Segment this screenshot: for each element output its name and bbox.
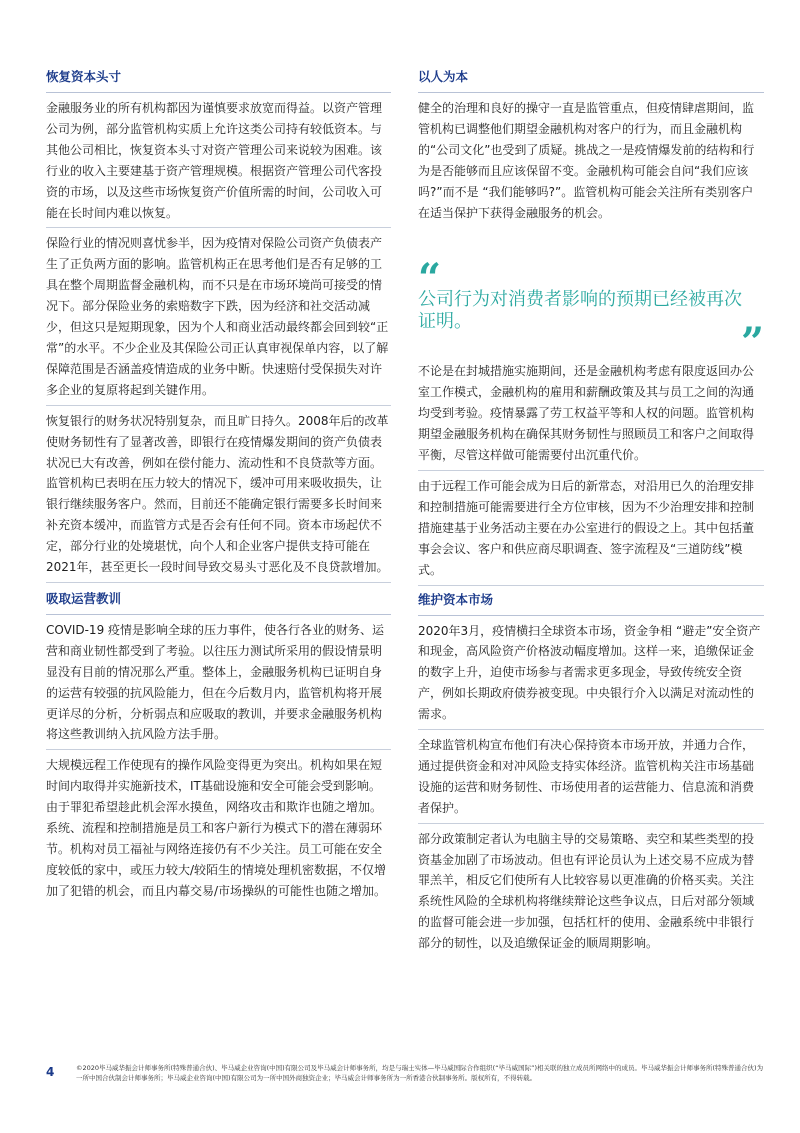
left-column xyxy=(46,68,391,911)
paragraph: 不论是在封城措施实施期间，还是金融机构考虑有限度返回办公室工作模式，金融机构的雇用和薪酬政策及其与员工之间的沟通均受到考验。疫情暴露了劳工权益平等和人权的问题。监管机构期望金融服务机构在确保其财务韧性与照顾员工和客户之间取得平衡，尽管这样做可能需要付出沉重代价。 xyxy=(418,361,764,471)
section-heading-operational-lessons: 吸取运营教训 xyxy=(46,590,391,615)
paragraph: COVID-19 疫情是影响全球的压力事件，使各行各业的财务、运营和商业韧性都受到了考验。以往压力测试所采用的假设情景明显没有目前的情况那么严重。整体上，金融服务机构已证明自身的运营有较强的抗风险能力，但在今后数月内，监管机构将开展更详尽的分析，分析弱点和应吸取的教训，并要求金融服务机构将这些教训纳入抗风险方法手册。 xyxy=(46,620,391,750)
section-heading-capital-markets: 维护资本市场 xyxy=(418,591,764,616)
pull-quote xyxy=(418,255,764,367)
paragraph: 健全的治理和良好的操守一直是监管重点，但疫情肆虐期间，监管机构已调整他们期望金融机构对客户的行为，而且金融机构的“公司文化”也受到了质疑。挑战之一是疫情爆发前的结构和行为是否能够而且应该保留不变。金融机构可能会自问“我们应该吗?”而不是 “我们能够吗?”。监管机构可能会关注所有类别客户在适当保护下获得金融服务的机会。 xyxy=(418,101,755,220)
section-heading-people-first: 以人为本 xyxy=(418,68,764,93)
paragraph: 金融服务业的所有机构都因为谨慎要求放宽而得益。以资产管理公司为例，部分监管机构实质上允许这类公司持有较低资本。与其他公司相比，恢复资本头寸对资产管理公司来说较为困难。该行业的收入主要建基于资产管理规模。根据资产管理公司代客投资的市场，以及这些市场恢复资产价值所需的时间，公司收入可能在长时间内难以恢复。 xyxy=(46,98,391,228)
right-column xyxy=(418,68,764,963)
open-quote-icon: “ xyxy=(418,255,442,303)
paragraph: 2020年3月，疫情横扫全球资本市场，资金争相 “避走”安全资产和现金，高风险资产价格波动幅度增加。这样一来，追缴保证金的数字上升，迫使市场参与者需求更多现金，导致传统安全资产，例如长期政府债券被变现。中央银行介入以满足对流动性的需求。 xyxy=(418,621,764,731)
paragraph: 保险行业的情况则喜忧参半，因为疫情对保险公司资产负债表产生了正负两方面的影响。监管机构正在思考他们是否有足够的工具在整个周期监督金融机构，而不只是在市场环境尚可接受的情况下。部分保险业务的索赔数字下跌，因为经济和社交活动减少，但这只是短期现象，因为个人和商业活动最终都会回到较“正常”的水平。不少企业及其保险公司正认真审视保单内容，以了解保障范围是否涵盖疫情造成的业务中断。快速赔付受保损失对许多企业的复原将起到关键作用。 xyxy=(46,233,391,405)
page-number: 4 xyxy=(46,1065,55,1079)
paragraph: 由于远程工作可能会成为日后的新常态，对沿用已久的治理安排和控制措施可能需要进行全方位审核，因为不少治理安排和控制措施建基于业务活动主要在办公室进行的假设之上。其中包括董事会会议、客户和供应商尽职调查、签字流程及“三道防线”模式。 xyxy=(418,476,764,586)
paragraph: 大规模远程工作使现有的操作风险变得更为突出。机构如果在短时间内取得并实施新技术，IT基础设施和安全可能会受到影响。由于罪犯希望趁此机会浑水摸鱼，网络攻击和欺诈也随之增加。系统、流程和控制措施是员工和客户新行为模式下的潜在薄弱环节。机构对员工福祉与网络连接仍有不少关注。员工可能在安全度较低的家中，或压力较大/较陌生的情境处理机密数据，不仅增加了犯错的机会，而且内幕交易/市场操纵的可能性也随之增加。 xyxy=(46,758,387,898)
close-quote-icon: ” xyxy=(740,319,764,367)
paragraph: 部分政策制定者认为电脑主导的交易策略、卖空和某些类型的投资基金加剧了市场波动。但也有评论员认为上述交易不应成为替罪羔羊，相反它们使所有人比较容易以更准确的价格买卖。关注系统性风险的全球机构将继续辩论这些争议点，日后对部分领域的监督可能会进一步加强，包括杠杆的使用、金融系统中非银行部分的韧性，以及追缴保证金的顺周期影响。 xyxy=(418,831,755,951)
section-heading-restore-capital: 恢复资本头寸 xyxy=(46,68,391,93)
legal-notice: ©2020毕马威华振会计师事务所(特殊普通合伙)、毕马威企业咨询(中国)有限公司及毕马威会计师事务所，均是与瑞士实体—毕马威国际合作组织(“毕马威国际”)相关联的独立成员所网络中的成员。毕马威华振会计师事务所(特殊普通合伙)为一所中国合伙制会计师事务所；毕马威企业咨询(中国)有限公司为一所中国外商独资企业；毕马威会计师事务所为一所香港合伙制事务所。版权所有，不得转载。 xyxy=(76,1064,764,1082)
paragraph: 全球监管机构宣布他们有决心保持资本市场开放，并通力合作，通过提供资金和对冲风险支持实体经济。监管机构关注市场基础设施的运营和财务韧性、市场使用者的运营能力、信息流和消费者保护。 xyxy=(418,735,764,824)
pull-quote-text: 公司行为对消费者影响的预期已经被再次证明。 xyxy=(418,289,742,333)
paragraph: 恢复银行的财务状况特别复杂，而且旷日持久。2008年后的改革使财务韧性有了显著改善，即银行在疫情爆发期间的资产负债表状况已大有改善，例如在偿付能力、流动性和不良贷款等方面。监管机构已表明在压力较大的情况下，缓冲可用来吸收损失，让银行继续服务客户。然而，目前还不能确定银行需要多长时间来补充资本缓冲，而监管方式是否会有任何不同。资本市场起伏不定，部分行业的处境堪忧，向个人和企业客户提供支持可能在2021年，甚至更长一段时间导致交易头寸恶化及不良贷款增加。 xyxy=(46,411,391,583)
